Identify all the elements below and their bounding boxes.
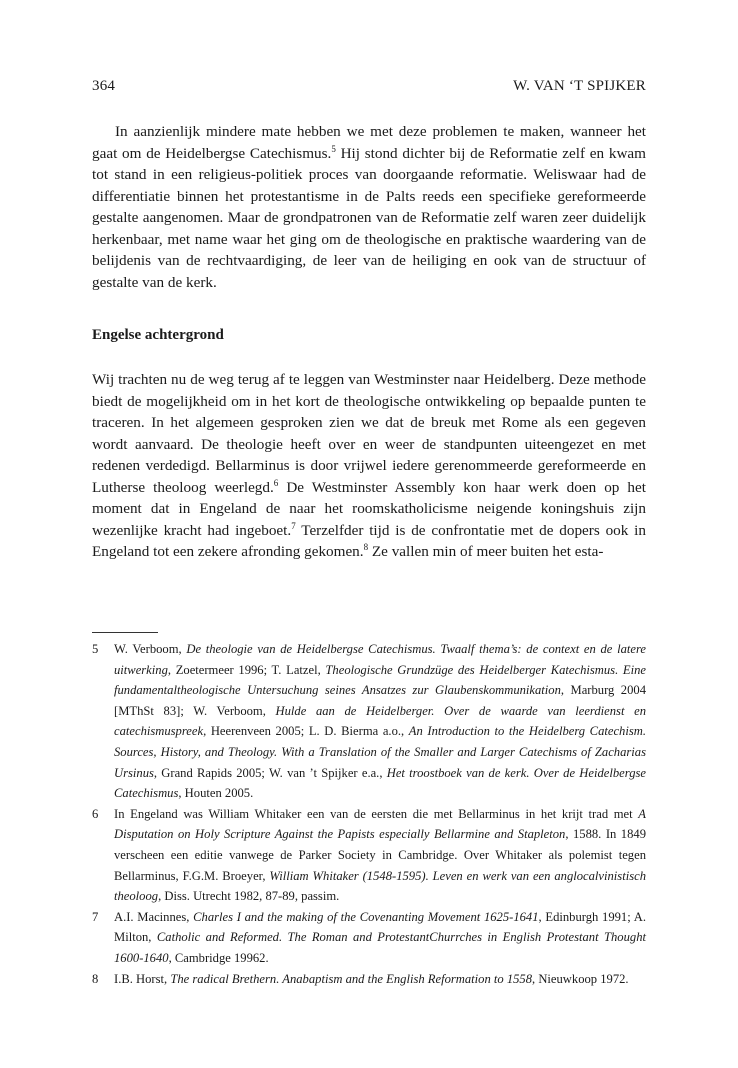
- footnote-text: [114, 804, 646, 907]
- footnote-5: [92, 639, 646, 804]
- footnote-title: Charles I and the making of the Covenanting Movement 1625-1641: [193, 909, 539, 924]
- footnote-span: , Houten 2005.: [178, 786, 254, 801]
- footnote-span: , Zoetermeer 1996; T. Latzel,: [167, 662, 326, 677]
- footnote-span: W. Verboom,: [114, 642, 187, 656]
- footnote-span: , Marburg 2004 [MThSt 83]; W. Verboom,: [114, 683, 646, 718]
- footnote-span: I.B. Horst,: [114, 971, 171, 986]
- paragraph-background: [92, 369, 646, 563]
- paragraph-intro-text-1: In aanzienlijk mindere mate hebben we met deze problemen te maken, wanneer het gaat om de Heidelbergse Catechismus.: [92, 123, 646, 162]
- footnote-title: The radical Brethern. Anabaptism and the English Reformation to 1558: [170, 971, 533, 986]
- footnote-7: [92, 907, 646, 969]
- footnote-text: [114, 639, 646, 804]
- footnote-title: Theologische Grundzüge des Heidelberger Katechismus. Eine fundamentaltheologische Untersuchung seines Ansatzes zur Glaubenskommunikation: [114, 662, 646, 698]
- footnote-title: De theologie van de Heidelbergse Catechismus. Twaalf thema’s: de context en de latere uitwerking: [114, 642, 646, 677]
- footnote-number: 6: [92, 806, 99, 821]
- footnote-number: 8: [92, 971, 99, 986]
- footnote-span: , Cambridge 19962.: [168, 950, 269, 965]
- footnote-8: [92, 969, 646, 990]
- footnote-title: Hulde aan de Heidelberger. Over de waarde van leerdienst en catechismuspreek: [114, 703, 646, 739]
- footnote-ref-6[interactable]: 6: [273, 477, 279, 488]
- footnote-span: , 1588. In 1849 verscheen een editie vanwege de Parker Society in Cambridge. Over Whitaker als polemist tegen Bellarminus, F.G.M. Broeyer,: [114, 827, 646, 883]
- paragraph-background-text-4: Ze vallen min of meer buiten het esta-: [368, 543, 604, 560]
- footnotes: [92, 639, 646, 989]
- footnote-ref-5[interactable]: 5: [331, 143, 336, 154]
- footnote-span: A.I. Macinnes,: [114, 909, 194, 924]
- page-number: 364: [92, 78, 116, 94]
- footnote-ref-8[interactable]: 8: [363, 542, 369, 552]
- paragraph-background-text-1: Wij trachten nu de weg terug af te leggen van Westminster naar Heidelberg. Deze methode biedt de mogelijkheid om in het kort de theologische ontwikkeling op bepaalde punten te traceren. In het algemeen gesproken zien we dat de breuk met Rome als een gegeven wordt aanvaard. De theologie heeft over en weer de standpunten uiteengezet en met redenen verdedigd. Bellarminus is door vrijwel iedere gerenommeerde gereformeerde en Lutherse theoloog weerlegd.: [92, 371, 646, 496]
- paragraph-background-text-2: De Westminster Assembly kon haar werk doen op het moment dat in Engeland de naar het roomskatholicisme neigende koningshuis zijn wezenlijke kracht had ingeboet.: [92, 478, 646, 539]
- footnote-span: , Grand Rapids 2005; W. van ’t Spijker e.a.,: [153, 765, 387, 780]
- footnote-span: , Heerenveen 2005; L. D. Bierma a.o.,: [203, 724, 409, 739]
- footnote-span: , Nieuwkoop 1972.: [532, 971, 629, 986]
- footnote-number: 7: [92, 909, 99, 924]
- footnote-title: A Disputation on Holy Scripture Against the Papists especially Bellarmine and Stapleton: [114, 806, 646, 842]
- footnote-title: William Whitaker (1548-1595). Leven en werk van een anglocalvinistisch theoloog: [114, 868, 646, 904]
- footnote-title: Het troostboek van de kerk. Over de Heidelbergse Catechismus: [114, 765, 646, 801]
- paragraph-intro: [92, 121, 646, 293]
- footnote-number: 5: [92, 642, 99, 656]
- footnote-ref-7[interactable]: 7: [291, 520, 296, 531]
- footnote-span: , Edinburgh 1991; A. Milton,: [114, 909, 646, 945]
- running-head: W. VAN ‘T SPIJKER: [513, 78, 646, 94]
- footnote-separator: [92, 632, 158, 633]
- footnote-span: In Engeland was William Whitaker een van de eersten die met Bellarminus in het krijt trad met: [114, 806, 639, 821]
- paragraph-intro-text-2: Hij stond dichter bij de Reformatie zelf en kwam tot stand in een religieus-politiek proces van doorgaande reformatie. Weliswaar had de differentiatie binnen het protestantisme in de Palts reeds een specifieke gereformeerde gestalte aangenomen. Maar de grondpatronen van de Reformatie zelf waren zeer duidelijk herkenbaar, met name waar het ging om de theologische en praktische waardering van de belijdenis van de rechtvaardiging, de leer van de heiliging en ook van de structuur of gestalte van de kerk.: [92, 144, 646, 291]
- footnote-text: [114, 969, 646, 990]
- footnote-6: [92, 804, 646, 907]
- section-heading: Engelse achtergrond: [92, 327, 224, 343]
- footnote-text: [114, 907, 646, 969]
- footnote-title: An Introduction to the Heidelberg Catechism. Sources, History, and Theology. With a Translation of the Smaller and Larger Catechisms of Zacharias Ursinus: [114, 724, 646, 780]
- page-header: [92, 78, 646, 95]
- footnote-title: Catholic and Reformed. The Roman and ProtestantChurrches in English Protestant Thought 1600-1640: [114, 930, 646, 965]
- paragraph-background-text-3: Terzelfder tijd is de confrontatie met de dopers ook in Engeland tot een zekere afronding gekomen.: [92, 521, 646, 560]
- footnote-span: , Diss. Utrecht 1982, 87-89, passim.: [158, 889, 340, 904]
